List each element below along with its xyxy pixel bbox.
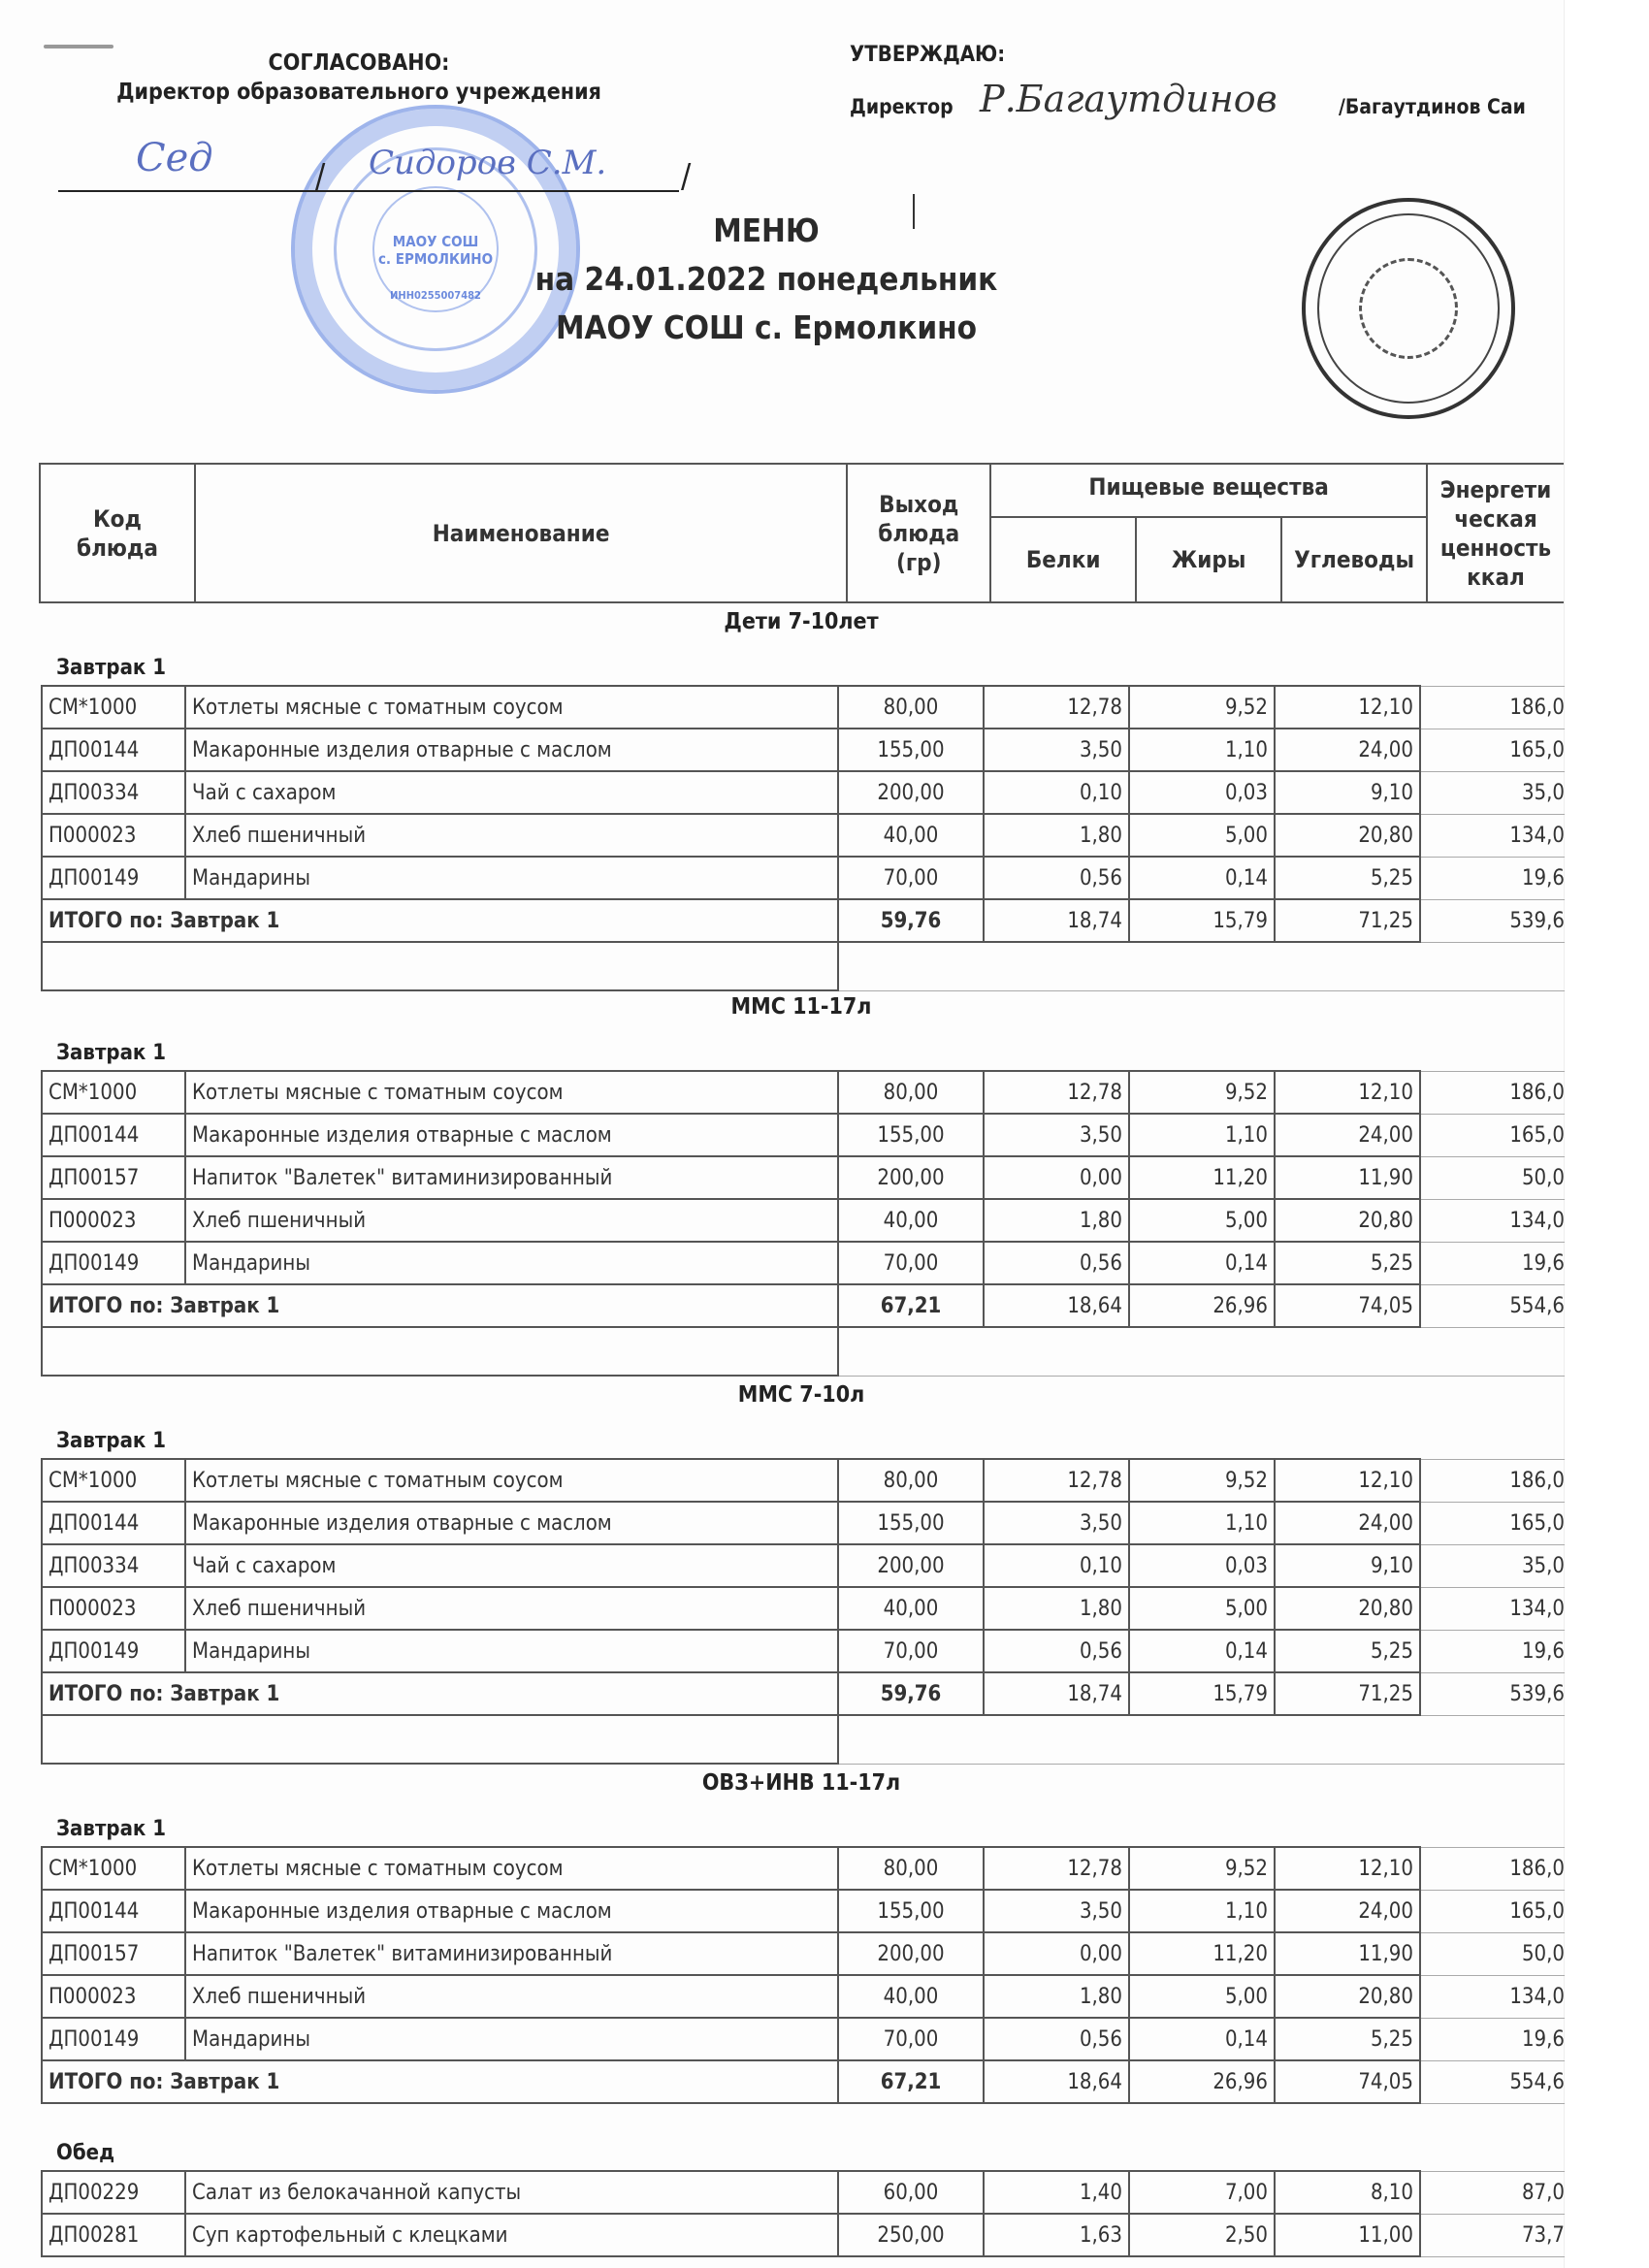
header-proteins: Белки (990, 517, 1136, 602)
total-fats: 15,79 (1129, 899, 1275, 942)
dish-kcal: 73,7 (1420, 2214, 1565, 2256)
meal-title: Завтрак 1 (56, 656, 167, 680)
dish-carbs: 11,90 (1275, 1932, 1420, 1975)
blank-cell (838, 1715, 1565, 1764)
dish-fats: 9,52 (1129, 1071, 1275, 1114)
table-row (42, 729, 1565, 771)
dish-kcal: 35,0 (1420, 771, 1565, 814)
dish-code: ДП00281 (42, 2214, 185, 2256)
dish-code: ДП00149 (42, 2018, 185, 2060)
dish-kcal: 50,0 (1420, 1156, 1565, 1199)
dish-proteins: 1,80 (984, 814, 1129, 857)
table-row (42, 1459, 1565, 1502)
dish-kcal: 134,0 (1420, 1975, 1565, 2018)
dish-proteins: 0,10 (984, 1544, 1129, 1587)
dish-proteins: 3,50 (984, 1114, 1129, 1156)
group-title: ОВЗ+ИНВ 11-17л (701, 1770, 901, 1796)
dish-carbs: 24,00 (1275, 1890, 1420, 1932)
header-carbs: Углеводы (1281, 517, 1427, 602)
dish-fats: 9,52 (1129, 686, 1275, 729)
stamp-inn: ИНН0255007482 (390, 289, 481, 302)
dish-yield: 250,00 (838, 2214, 984, 2256)
dish-code: СМ*1000 (42, 1459, 185, 1502)
total-row (42, 1284, 1565, 1327)
dish-kcal: 186,0 (1420, 1847, 1565, 1890)
dish-code: ДП00157 (42, 1156, 185, 1199)
dish-proteins: 12,78 (984, 1847, 1129, 1890)
total-proteins: 18,74 (984, 899, 1129, 942)
dish-carbs: 20,80 (1275, 1975, 1420, 2018)
dish-yield: 40,00 (838, 1975, 984, 2018)
dish-name: Салат из белокачанной капусты (185, 2171, 838, 2214)
header-energy-line: ценность (1439, 534, 1552, 562)
dish-proteins: 1,40 (984, 2171, 1129, 2214)
table-row (42, 2171, 1565, 2214)
table-row (42, 857, 1565, 899)
header-energy-line: Энергети (1439, 475, 1552, 503)
table-row (42, 1975, 1565, 2018)
table-row (42, 1890, 1565, 1932)
dish-kcal: 19,6 (1420, 1242, 1565, 1284)
header-fats: Жиры (1136, 517, 1281, 602)
dish-code: ДП00334 (42, 1544, 185, 1587)
table-row (42, 1630, 1565, 1672)
dish-carbs: 12,10 (1275, 1071, 1420, 1114)
total-carbs: 71,25 (1275, 1672, 1420, 1715)
dish-fats: 0,14 (1129, 1630, 1275, 1672)
dish-yield: 40,00 (838, 1199, 984, 1242)
dish-code: ДП00144 (42, 729, 185, 771)
approved-signature: Р.Багаутдинов (980, 78, 1277, 120)
menu-table (41, 2170, 1565, 2257)
dish-fats: 2,50 (1129, 2214, 1275, 2256)
dish-proteins: 1,80 (984, 1199, 1129, 1242)
dish-kcal: 186,0 (1420, 1459, 1565, 1502)
dish-carbs: 20,80 (1275, 1199, 1420, 1242)
dish-yield: 80,00 (838, 1071, 984, 1114)
dish-kcal: 19,6 (1420, 857, 1565, 899)
dish-yield: 80,00 (838, 1847, 984, 1890)
dish-kcal: 165,0 (1420, 1890, 1565, 1932)
dish-proteins: 12,78 (984, 1459, 1129, 1502)
dish-code: СМ*1000 (42, 1847, 185, 1890)
total-label: ИТОГО по: Завтрак 1 (42, 1672, 838, 1715)
group-title: Дети 7-10лет (724, 609, 879, 634)
table-row (42, 1114, 1565, 1156)
dish-yield: 155,00 (838, 1114, 984, 1156)
agreed-position: Директор образовательного учреждения (116, 80, 601, 105)
dish-fats: 0,14 (1129, 2018, 1275, 2060)
dish-yield: 200,00 (838, 1932, 984, 1975)
dish-kcal: 165,0 (1420, 729, 1565, 771)
meal-title: Завтрак 1 (56, 1817, 167, 1841)
header-nutrients: Пищевые вещества (990, 464, 1427, 517)
dish-carbs: 11,90 (1275, 1156, 1420, 1199)
dish-name: Хлеб пшеничный (185, 1587, 838, 1630)
dish-name: Котлеты мясные с томатным соусом (185, 1847, 838, 1890)
group-title: ММС 7-10л (737, 1382, 865, 1408)
total-fats: 26,96 (1129, 2060, 1275, 2103)
table-row (42, 2018, 1565, 2060)
dish-name: Макаронные изделия отварные с маслом (185, 729, 838, 771)
dish-kcal: 186,0 (1420, 1071, 1565, 1114)
dish-proteins: 12,78 (984, 686, 1129, 729)
dish-proteins: 0,56 (984, 1242, 1129, 1284)
menu-table-header (39, 463, 1564, 603)
dish-yield: 40,00 (838, 814, 984, 857)
menu-table (41, 1070, 1565, 1377)
dish-yield: 200,00 (838, 1544, 984, 1587)
blank-row (42, 1715, 1565, 1764)
dish-proteins: 3,50 (984, 1502, 1129, 1544)
page-edge (1564, 0, 1649, 2268)
dish-carbs: 24,00 (1275, 1502, 1420, 1544)
dish-code: П000023 (42, 1975, 185, 2018)
dish-fats: 9,52 (1129, 1847, 1275, 1890)
table-row (42, 1502, 1565, 1544)
dish-code: П000023 (42, 1587, 185, 1630)
republic-stamp (1302, 198, 1515, 419)
table-row (42, 814, 1565, 857)
total-yield: 59,76 (838, 1672, 984, 1715)
total-fats: 26,96 (1129, 1284, 1275, 1327)
dish-yield: 80,00 (838, 1459, 984, 1502)
dish-name: Мандарины (185, 1630, 838, 1672)
dish-name: Хлеб пшеничный (185, 1199, 838, 1242)
dish-carbs: 12,10 (1275, 1847, 1420, 1890)
dish-name: Макаронные изделия отварные с маслом (185, 1114, 838, 1156)
dish-carbs: 20,80 (1275, 1587, 1420, 1630)
table-row (42, 1156, 1565, 1199)
dish-proteins: 0,00 (984, 1932, 1129, 1975)
slash-separator: / (681, 157, 692, 196)
dish-fats: 1,10 (1129, 729, 1275, 771)
total-label: ИТОГО по: Завтрак 1 (42, 2060, 838, 2103)
header-energy-line: ческая (1454, 504, 1537, 533)
total-proteins: 18,74 (984, 1672, 1129, 1715)
blank-cell (838, 1327, 1565, 1376)
stamp-line1: МАОУ СОШ (392, 233, 479, 250)
dish-kcal: 50,0 (1420, 1932, 1565, 1975)
blank-row (42, 942, 1565, 990)
total-label: ИТОГО по: Завтрак 1 (42, 899, 838, 942)
dish-proteins: 0,00 (984, 1156, 1129, 1199)
dish-yield: 70,00 (838, 2018, 984, 2060)
header-energy-line: ккал (1467, 563, 1525, 591)
dish-kcal: 19,6 (1420, 1630, 1565, 1672)
dish-proteins: 1,80 (984, 1975, 1129, 2018)
dish-name: Котлеты мясные с томатным соусом (185, 1071, 838, 1114)
dish-code: ДП00144 (42, 1890, 185, 1932)
dish-fats: 0,03 (1129, 1544, 1275, 1587)
header-code: Код блюда (40, 464, 195, 602)
total-carbs: 74,05 (1275, 2060, 1420, 2103)
dish-proteins: 12,78 (984, 1071, 1129, 1114)
dish-carbs: 24,00 (1275, 1114, 1420, 1156)
total-kcal: 554,6 (1420, 1284, 1565, 1327)
total-row (42, 1672, 1565, 1715)
total-yield: 59,76 (838, 899, 984, 942)
dish-carbs: 20,80 (1275, 814, 1420, 857)
dish-kcal: 165,0 (1420, 1114, 1565, 1156)
dish-yield: 200,00 (838, 1156, 984, 1199)
dish-code: ДП00157 (42, 1932, 185, 1975)
table-row (42, 1199, 1565, 1242)
table-row (42, 686, 1565, 729)
total-kcal: 554,6 (1420, 2060, 1565, 2103)
agreed-block (58, 49, 660, 107)
dish-code: П000023 (42, 1199, 185, 1242)
dish-fats: 0,14 (1129, 1242, 1275, 1284)
dish-proteins: 0,56 (984, 2018, 1129, 2060)
total-carbs: 74,05 (1275, 1284, 1420, 1327)
dish-carbs: 12,10 (1275, 1459, 1420, 1502)
dish-carbs: 5,25 (1275, 1630, 1420, 1672)
blank-cell (42, 1715, 838, 1764)
dish-name: Макаронные изделия отварные с маслом (185, 1890, 838, 1932)
approved-title: УТВЕРЖДАЮ: (850, 43, 1006, 67)
dish-yield: 40,00 (838, 1587, 984, 1630)
dish-code: ДП00149 (42, 857, 185, 899)
dish-name: Мандарины (185, 2018, 838, 2060)
menu-table (41, 685, 1565, 991)
dish-fats: 5,00 (1129, 1587, 1275, 1630)
table-row (42, 1847, 1565, 1890)
dish-proteins: 1,80 (984, 1587, 1129, 1630)
dish-carbs: 12,10 (1275, 686, 1420, 729)
total-yield: 67,21 (838, 1284, 984, 1327)
total-row (42, 899, 1565, 942)
dish-code: ДП00144 (42, 1502, 185, 1544)
dish-yield: 70,00 (838, 1242, 984, 1284)
dish-carbs: 8,10 (1275, 2171, 1420, 2214)
dish-code: ДП00229 (42, 2171, 185, 2214)
dish-kcal: 186,0 (1420, 686, 1565, 729)
meal-title: Завтрак 1 (56, 1041, 167, 1065)
dish-code: П000023 (42, 814, 185, 857)
dish-code: СМ*1000 (42, 1071, 185, 1114)
header-yield: Выход блюда (гр) (847, 464, 990, 602)
document-date: на 24.01.2022 понедельник (534, 260, 998, 298)
dish-fats: 11,20 (1129, 1156, 1275, 1199)
dish-code: СМ*1000 (42, 686, 185, 729)
dish-yield: 155,00 (838, 729, 984, 771)
dish-name: Напиток "Валетек" витаминизированный (185, 1156, 838, 1199)
group-title: ММС 11-17л (730, 994, 872, 1020)
dish-fats: 5,00 (1129, 1199, 1275, 1242)
table-row (42, 771, 1565, 814)
dish-carbs: 24,00 (1275, 729, 1420, 771)
dish-name: Напиток "Валетек" витаминизированный (185, 1932, 838, 1975)
dish-carbs: 11,00 (1275, 2214, 1420, 2256)
dish-name: Котлеты мясные с томатным соусом (185, 686, 838, 729)
total-kcal: 539,6 (1420, 1672, 1565, 1715)
blank-cell (42, 1327, 838, 1376)
approved-position: Директор (850, 95, 954, 118)
agreed-title: СОГЛАСОВАНО: (268, 50, 450, 76)
dish-code: ДП00149 (42, 1242, 185, 1284)
dish-yield: 70,00 (838, 1630, 984, 1672)
total-fats: 15,79 (1129, 1672, 1275, 1715)
dish-fats: 1,10 (1129, 1502, 1275, 1544)
dish-fats: 1,10 (1129, 1890, 1275, 1932)
blank-cell (42, 942, 838, 990)
total-label: ИТОГО по: Завтрак 1 (42, 1284, 838, 1327)
agreed-name-handwritten: Сидоров С.М. (369, 144, 607, 182)
dish-code: ДП00144 (42, 1114, 185, 1156)
dish-name: Хлеб пшеничный (185, 814, 838, 857)
dish-kcal: 165,0 (1420, 1502, 1565, 1544)
total-proteins: 18,64 (984, 1284, 1129, 1327)
dish-fats: 0,14 (1129, 857, 1275, 899)
total-row (42, 2060, 1565, 2103)
slash-separator: / (315, 157, 326, 196)
meal-title: Обед (56, 2141, 115, 2165)
table-row (42, 1544, 1565, 1587)
dish-proteins: 3,50 (984, 1890, 1129, 1932)
table-row (42, 1587, 1565, 1630)
dish-proteins: 0,56 (984, 857, 1129, 899)
dish-carbs: 9,10 (1275, 771, 1420, 814)
dish-kcal: 134,0 (1420, 1587, 1565, 1630)
dish-name: Суп картофельный с клецками (185, 2214, 838, 2256)
document-school: МАОУ СОШ с. Ермолкино (555, 308, 978, 346)
dish-name: Котлеты мясные с томатным соусом (185, 1459, 838, 1502)
table-row (42, 1932, 1565, 1975)
agreed-signature: Сед (136, 136, 213, 180)
dish-yield: 70,00 (838, 857, 984, 899)
dish-yield: 155,00 (838, 1890, 984, 1932)
table-row (42, 2214, 1565, 2256)
dish-name: Чай с сахаром (185, 1544, 838, 1587)
table-row (42, 1242, 1565, 1284)
dish-code: ДП00149 (42, 1630, 185, 1672)
total-carbs: 71,25 (1275, 899, 1420, 942)
dish-name: Мандарины (185, 1242, 838, 1284)
dish-yield: 200,00 (838, 771, 984, 814)
dish-fats: 5,00 (1129, 814, 1275, 857)
dish-carbs: 5,25 (1275, 2018, 1420, 2060)
dish-name: Мандарины (185, 857, 838, 899)
dish-fats: 5,00 (1129, 1975, 1275, 2018)
dish-proteins: 0,56 (984, 1630, 1129, 1672)
dish-name: Чай с сахаром (185, 771, 838, 814)
header-name: Наименование (195, 464, 847, 602)
dish-yield: 80,00 (838, 686, 984, 729)
dish-fats: 11,20 (1129, 1932, 1275, 1975)
dish-carbs: 5,25 (1275, 857, 1420, 899)
total-proteins: 18,64 (984, 2060, 1129, 2103)
dish-kcal: 134,0 (1420, 814, 1565, 857)
dish-carbs: 5,25 (1275, 1242, 1420, 1284)
meal-title: Завтрак 1 (56, 1429, 167, 1453)
dish-proteins: 1,63 (984, 2214, 1129, 2256)
dish-fats: 9,52 (1129, 1459, 1275, 1502)
dish-fats: 7,00 (1129, 2171, 1275, 2214)
header-energy (1427, 464, 1564, 602)
document-title: МЕНЮ (713, 211, 820, 249)
menu-table (41, 1846, 1565, 2104)
dish-kcal: 19,6 (1420, 2018, 1565, 2060)
dish-kcal: 87,0 (1420, 2171, 1565, 2214)
dish-name: Хлеб пшеничный (185, 1975, 838, 2018)
blank-row (42, 1327, 1565, 1376)
total-kcal: 539,6 (1420, 899, 1565, 942)
table-row (42, 1071, 1565, 1114)
signature-line (58, 190, 679, 192)
dish-yield: 60,00 (838, 2171, 984, 2214)
dish-kcal: 134,0 (1420, 1199, 1565, 1242)
menu-table (41, 1458, 1565, 1765)
blank-cell (838, 942, 1565, 990)
dish-fats: 1,10 (1129, 1114, 1275, 1156)
dish-name: Макаронные изделия отварные с маслом (185, 1502, 838, 1544)
total-yield: 67,21 (838, 2060, 984, 2103)
dish-proteins: 0,10 (984, 771, 1129, 814)
dish-proteins: 3,50 (984, 729, 1129, 771)
approved-name: /Багаутдинов Саи (1339, 95, 1526, 118)
dish-kcal: 35,0 (1420, 1544, 1565, 1587)
dish-carbs: 9,10 (1275, 1544, 1420, 1587)
stamp-line2: с. ЕРМОЛКИНО (377, 250, 494, 268)
dish-code: ДП00334 (42, 771, 185, 814)
dish-yield: 155,00 (838, 1502, 984, 1544)
dish-fats: 0,03 (1129, 771, 1275, 814)
